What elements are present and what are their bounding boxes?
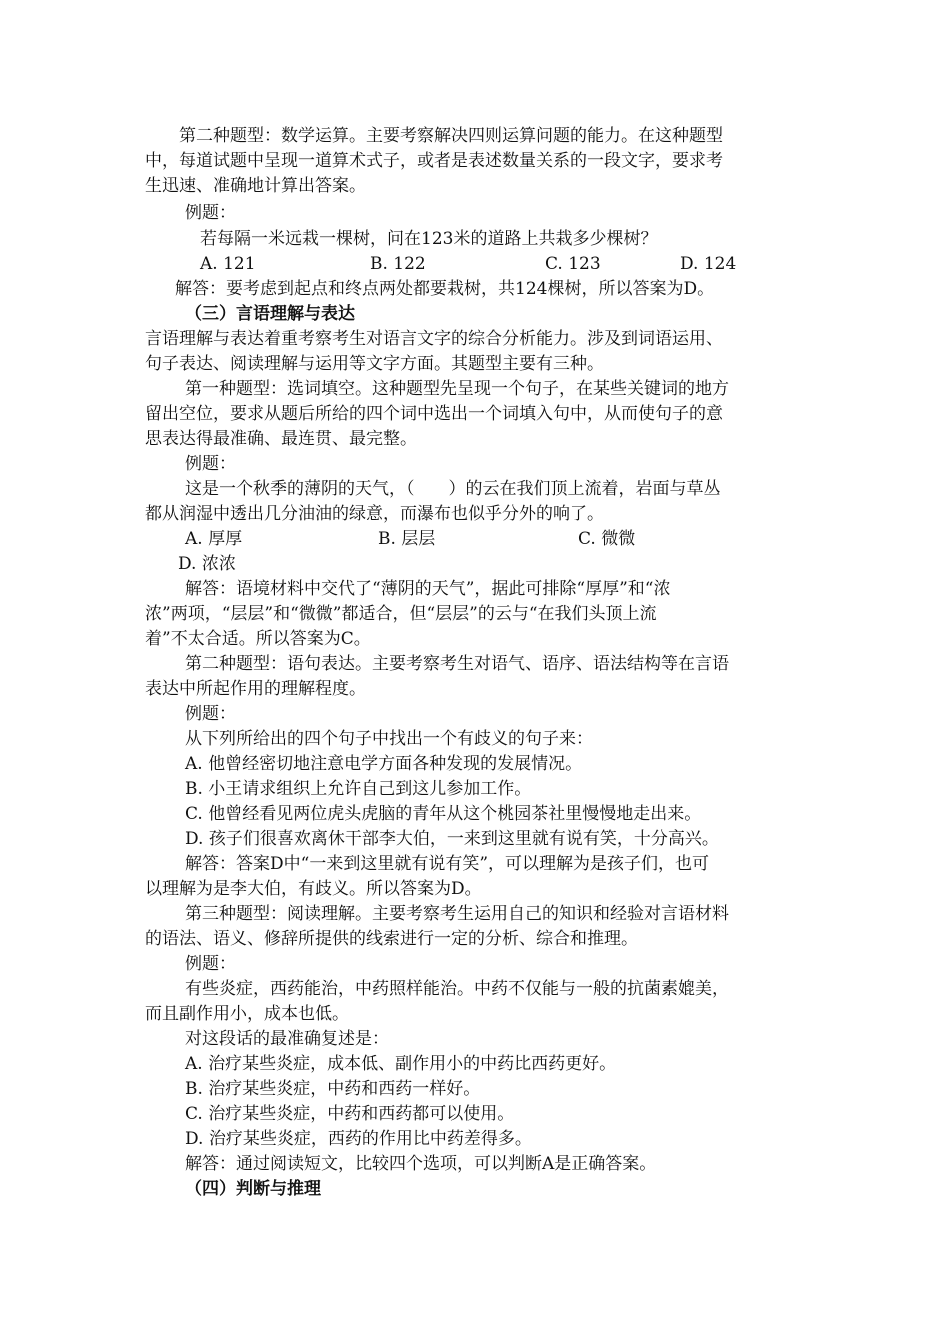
question-text: 对这段话的最准确复述是： xyxy=(185,1029,389,1049)
paragraph-line: 句子表达、阅读理解与运用等文字方面。其题型主要有三种。 xyxy=(145,354,604,374)
paragraph-line: 中，每道试题中呈现一道算术式子，或者是表述数量关系的一段文字，要求考 xyxy=(145,151,723,171)
option-d: D. 孩子们很喜欢离休干部李大伯，一来到这里就有说有笑，十分高兴。 xyxy=(185,829,719,849)
option-d: D. 治疗某些炎症，西药的作用比中药差得多。 xyxy=(185,1129,532,1149)
question-text: 从下列所给出的四个句子中找出一个有歧义的句子来： xyxy=(185,729,593,749)
option-c: C. 微微 xyxy=(578,529,636,549)
section-heading: （四）判断与推理 xyxy=(185,1179,321,1199)
paragraph-line: 思表达得最准确、最连贯、最完整。 xyxy=(145,429,417,449)
answer-text: 浓”两项，“层层”和“微微”都适合，但“层层”的云与“在我们头顶上流 xyxy=(145,604,657,624)
paragraph-line: 生迅速、准确地计算出答案。 xyxy=(145,176,366,196)
answer-text: 解答：要考虑到起点和终点两处都要栽树，共124棵树，所以答案为D。 xyxy=(175,279,715,299)
question-text: 都从润湿中透出几分油油的绿意，而瀑布也似乎分外的响了。 xyxy=(145,504,604,524)
option-b: B. 122 xyxy=(370,254,426,274)
option-b: B. 层层 xyxy=(378,529,436,549)
answer-text: 着”不太合适。所以答案为C。 xyxy=(145,629,371,649)
answer-text: 解答：语境材料中交代了“薄阴的天气”，据此可排除“厚厚”和“浓 xyxy=(185,579,671,599)
option-b: B. 小王请求组织上允许自己到这儿参加工作。 xyxy=(185,779,532,799)
option-d: D. 浓浓 xyxy=(178,554,236,574)
example-label: 例题： xyxy=(185,704,236,724)
paragraph-line: 第二种题型：语句表达。主要考察考生对语气、语序、语法结构等在言语 xyxy=(185,654,729,674)
option-c: C. 123 xyxy=(545,254,601,274)
paragraph-line: 的语法、语义、修辞所提供的线索进行一定的分析、综合和推理。 xyxy=(145,929,638,949)
paragraph-line: 第三种题型：阅读理解。主要考察考生运用自己的知识和经验对言语材料 xyxy=(185,904,729,924)
example-label: 例题： xyxy=(185,203,236,223)
answer-text: 解答：答案D中“一来到这里就有说有笑”，可以理解为是孩子们，也可 xyxy=(185,854,710,874)
answer-text: 解答：通过阅读短文，比较四个选项，可以判断A是正确答案。 xyxy=(185,1154,657,1174)
passage-text: 而且副作用小，成本也低。 xyxy=(145,1004,349,1024)
paragraph-line: 留出空位，要求从题后所给的四个词中选出一个词填入句中，从而使句子的意 xyxy=(145,404,723,424)
passage-text: 有些炎症，西药能治，中药照样能治。中药不仅能与一般的抗菌素媲美， xyxy=(185,979,729,999)
option-b: B. 治疗某些炎症，中药和西药一样好。 xyxy=(185,1079,481,1099)
option-a: A. 他曾经密切地注意电学方面各种发现的发展情况。 xyxy=(185,754,583,774)
option-a: A. 厚厚 xyxy=(185,529,243,549)
paragraph-line: 第二种题型：数学运算。主要考察解决四则运算问题的能力。在这种题型 xyxy=(145,126,723,146)
question-text: 这是一个秋季的薄阴的天气，（ ）的云在我们顶上流着，岩面与草丛 xyxy=(185,479,721,499)
option-d: D. 124 xyxy=(680,254,737,274)
option-c: C. 治疗某些炎症，中药和西药都可以使用。 xyxy=(185,1104,515,1124)
paragraph-line: 第一种题型：选词填空。这种题型先呈现一个句子，在某些关键词的地方 xyxy=(185,379,729,399)
paragraph-line: 言语理解与表达着重考察考生对语言文字的综合分析能力。涉及到词语运用、 xyxy=(145,329,723,349)
example-label: 例题： xyxy=(185,954,236,974)
section-heading: （三）言语理解与表达 xyxy=(185,304,355,324)
answer-text: 以理解为是李大伯，有歧义。所以答案为D。 xyxy=(145,879,482,899)
question-text: 若每隔一米远栽一棵树，问在123米的道路上共栽多少棵树？ xyxy=(200,229,658,249)
paragraph-line: 表达中所起作用的理解程度。 xyxy=(145,679,366,699)
option-a: A. 治疗某些炎症，成本低、副作用小的中药比西药更好。 xyxy=(185,1054,617,1074)
example-label: 例题： xyxy=(185,454,236,474)
option-a: A. 121 xyxy=(200,254,256,274)
option-c: C. 他曾经看见两位虎头虎脑的青年从这个桃园茶社里慢慢地走出来。 xyxy=(185,804,702,824)
